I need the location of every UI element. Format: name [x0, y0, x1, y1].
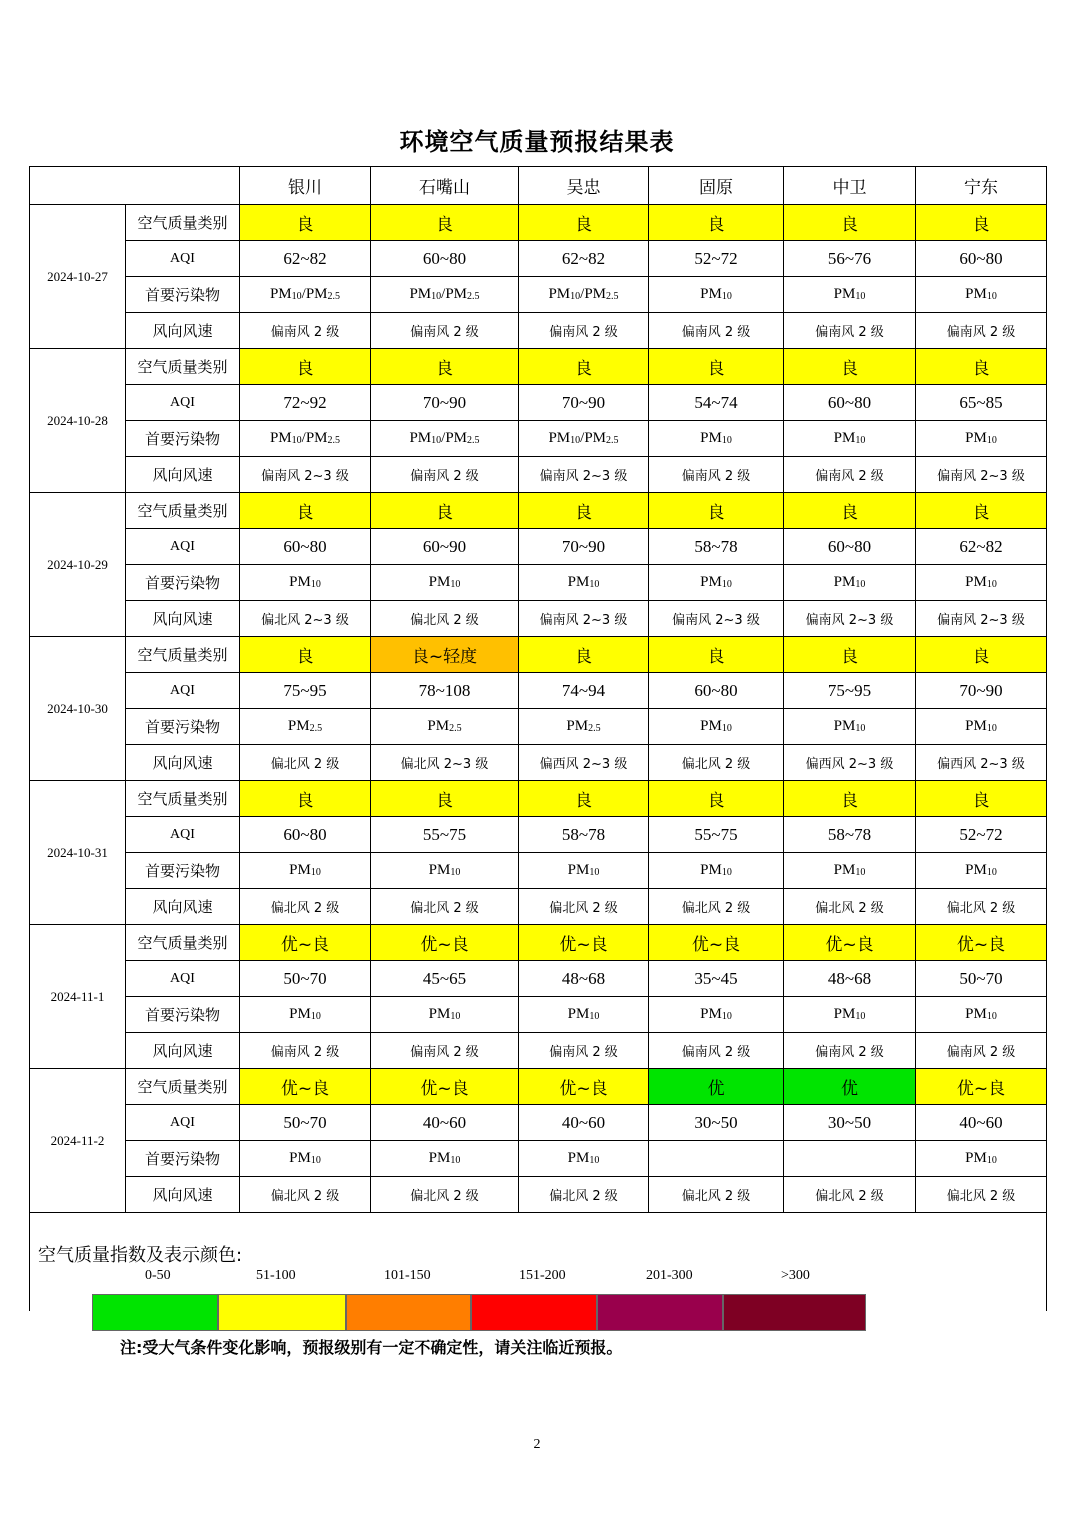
forecast-row-aqi	[30, 961, 1047, 997]
category-cell: 优~良	[784, 925, 916, 961]
forecast-row-aqi	[30, 385, 1047, 421]
row-label-wind: 风向风速	[126, 601, 240, 637]
forecast-row-aqi	[30, 817, 1047, 853]
pollutant-cell: $PM_{10}$	[649, 997, 784, 1033]
wind-cell: 偏南风 2 级	[519, 1033, 649, 1069]
wind-cell: 偏北风 2 级	[519, 1177, 649, 1213]
legend-color-swatch	[218, 1294, 346, 1331]
row-label-category: 空气质量类别	[126, 1069, 240, 1105]
page-title: 环境空气质量预报结果表	[399, 128, 675, 156]
aqi-cell: 30~50	[784, 1105, 916, 1141]
legend-color-swatch	[471, 1294, 597, 1331]
aqi-cell: 52~72	[649, 241, 784, 277]
wind-cell: 偏北风 2~3 级	[240, 601, 371, 637]
aqi-cell: 52~72	[916, 817, 1047, 853]
wind-cell: 偏北风 2 级	[784, 889, 916, 925]
forecast-row-category	[30, 493, 1047, 529]
row-label-pollutant: 首要污染物	[126, 1141, 240, 1177]
forecast-row-aqi	[30, 1105, 1047, 1141]
pollutant-cell: $PM_{10}$	[784, 853, 916, 889]
row-label-wind: 风向风速	[126, 1177, 240, 1213]
category-cell: 良	[784, 493, 916, 529]
category-cell: 良	[916, 781, 1047, 817]
pollutant-cell: $PM_{10}$	[240, 565, 371, 601]
wind-cell: 偏北风 2 级	[371, 1177, 519, 1213]
forecast-row-category	[30, 205, 1047, 241]
wind-cell: 偏南风 2 级	[784, 457, 916, 493]
forecast-row-category	[30, 1069, 1047, 1105]
category-cell: 良	[784, 349, 916, 385]
city-header: 宁东	[916, 167, 1047, 205]
legend-range-label: >300	[781, 1268, 810, 1283]
pollutant-cell: $PM_{2.5}$	[240, 709, 371, 745]
row-label-category: 空气质量类别	[126, 925, 240, 961]
category-cell: 良	[784, 781, 916, 817]
category-cell: 良	[649, 205, 784, 241]
wind-cell: 偏南风 2 级	[371, 313, 519, 349]
wind-cell: 偏南风 2 级	[784, 313, 916, 349]
category-cell: 良	[240, 349, 371, 385]
pollutant-cell: $PM_{10}/PM_{2.5}$	[371, 421, 519, 457]
wind-cell: 偏北风 2 级	[240, 889, 371, 925]
pollutant-cell	[784, 1141, 916, 1177]
pollutant-cell: $PM_{10}$	[649, 421, 784, 457]
category-cell: 优~良	[519, 1069, 649, 1105]
wind-cell: 偏南风 2~3 级	[240, 457, 371, 493]
aqi-cell: 56~76	[784, 241, 916, 277]
pollutant-cell: $PM_{10}/PM_{2.5}$	[519, 277, 649, 313]
pollutant-cell: $PM_{10}$	[649, 277, 784, 313]
row-label-aqi: AQI	[126, 961, 240, 997]
pollutant-cell: $PM_{10}$	[649, 565, 784, 601]
forecast-row-pollutant	[30, 1141, 1047, 1177]
date-cell: 2024-10-29	[30, 493, 126, 637]
category-cell: 优	[784, 1069, 916, 1105]
aqi-cell: 55~75	[371, 817, 519, 853]
category-cell: 良	[371, 205, 519, 241]
aqi-cell: 70~90	[519, 529, 649, 565]
wind-cell: 偏北风 2~3 级	[371, 745, 519, 781]
category-cell: 优~良	[519, 925, 649, 961]
category-cell: 优~良	[649, 925, 784, 961]
category-cell: 良~轻度	[371, 637, 519, 673]
category-cell: 良	[519, 493, 649, 529]
wind-cell: 偏南风 2 级	[519, 313, 649, 349]
row-label-wind: 风向风速	[126, 457, 240, 493]
aqi-cell: 58~78	[519, 817, 649, 853]
aqi-cell: 58~78	[784, 817, 916, 853]
category-cell: 良	[519, 349, 649, 385]
wind-cell: 偏南风 2 级	[649, 1033, 784, 1069]
forecast-row-aqi	[30, 673, 1047, 709]
legend-range-label: 201-300	[646, 1268, 693, 1283]
pollutant-cell: $PM_{10}$	[371, 565, 519, 601]
wind-cell: 偏北风 2 级	[240, 745, 371, 781]
wind-cell: 偏北风 2 级	[371, 601, 519, 637]
forecast-row-aqi	[30, 529, 1047, 565]
pollutant-cell: $PM_{10}$	[519, 853, 649, 889]
aqi-cell: 60~80	[240, 817, 371, 853]
wind-cell: 偏南风 2~3 级	[916, 601, 1047, 637]
aqi-cell: 70~90	[519, 385, 649, 421]
aqi-cell: 75~95	[784, 673, 916, 709]
category-cell: 良	[519, 637, 649, 673]
wind-cell: 偏南风 2~3 级	[519, 457, 649, 493]
aqi-cell: 62~82	[519, 241, 649, 277]
row-label-wind: 风向风速	[126, 745, 240, 781]
forecast-row-wind	[30, 601, 1047, 637]
legend-range-label: 51-100	[256, 1268, 296, 1283]
row-label-pollutant: 首要污染物	[126, 565, 240, 601]
legend-range-label: 0-50	[145, 1268, 171, 1283]
row-label-wind: 风向风速	[126, 1033, 240, 1069]
category-cell: 优~良	[916, 925, 1047, 961]
wind-cell: 偏南风 2 级	[649, 457, 784, 493]
category-cell: 良	[649, 637, 784, 673]
aqi-cell: 65~85	[916, 385, 1047, 421]
category-cell: 良	[240, 205, 371, 241]
category-cell: 优~良	[240, 925, 371, 961]
category-cell: 良	[240, 781, 371, 817]
category-cell: 良	[916, 637, 1047, 673]
row-label-wind: 风向风速	[126, 313, 240, 349]
forecast-row-pollutant	[30, 853, 1047, 889]
aqi-cell: 60~80	[649, 673, 784, 709]
pollutant-cell: $PM_{10}/PM_{2.5}$	[519, 421, 649, 457]
category-cell: 良	[371, 781, 519, 817]
row-label-pollutant: 首要污染物	[126, 853, 240, 889]
category-cell: 良	[240, 493, 371, 529]
row-label-category: 空气质量类别	[126, 205, 240, 241]
pollutant-cell: $PM_{10}$	[240, 1141, 371, 1177]
wind-cell: 偏南风 2 级	[371, 457, 519, 493]
forecast-row-pollutant	[30, 997, 1047, 1033]
city-header: 中卫	[784, 167, 916, 205]
forecast-row-pollutant	[30, 709, 1047, 745]
wind-cell: 偏西风 2~3 级	[519, 745, 649, 781]
city-header: 石嘴山	[371, 167, 519, 205]
pollutant-cell: $PM_{10}$	[916, 853, 1047, 889]
pollutant-cell: $PM_{10}$	[916, 1141, 1047, 1177]
city-header: 银川	[240, 167, 371, 205]
wind-cell: 偏北风 2 级	[649, 889, 784, 925]
pollutant-cell: $PM_{10}$	[916, 709, 1047, 745]
city-header: 固原	[649, 167, 784, 205]
aqi-cell: 72~92	[240, 385, 371, 421]
pollutant-cell	[649, 1141, 784, 1177]
aqi-cell: 48~68	[784, 961, 916, 997]
category-cell: 优~良	[371, 1069, 519, 1105]
category-cell: 良	[371, 349, 519, 385]
aqi-cell: 35~45	[649, 961, 784, 997]
category-cell: 良	[916, 493, 1047, 529]
row-label-pollutant: 首要污染物	[126, 277, 240, 313]
pollutant-cell: $PM_{10}/PM_{2.5}$	[240, 421, 371, 457]
pollutant-cell: $PM_{10}$	[916, 421, 1047, 457]
forecast-row-pollutant	[30, 277, 1047, 313]
aqi-cell: 50~70	[240, 961, 371, 997]
forecast-row-wind	[30, 745, 1047, 781]
aqi-cell: 40~60	[371, 1105, 519, 1141]
header-row	[30, 167, 1047, 205]
row-label-category: 空气质量类别	[126, 349, 240, 385]
pollutant-cell: $PM_{10}$	[649, 853, 784, 889]
category-cell: 良	[649, 349, 784, 385]
pollutant-cell: $PM_{10}$	[784, 421, 916, 457]
pollutant-cell: $PM_{10}$	[240, 997, 371, 1033]
row-label-aqi: AQI	[126, 1105, 240, 1141]
legend-range-label: 101-150	[384, 1268, 431, 1283]
aqi-cell: 55~75	[649, 817, 784, 853]
pollutant-cell: $PM_{10}$	[784, 277, 916, 313]
row-label-category: 空气质量类别	[126, 493, 240, 529]
row-label-pollutant: 首要污染物	[126, 709, 240, 745]
forecast-row-wind	[30, 1033, 1047, 1069]
wind-cell: 偏西风 2~3 级	[916, 745, 1047, 781]
wind-cell: 偏南风 2 级	[916, 1033, 1047, 1069]
category-cell: 良	[519, 781, 649, 817]
category-cell: 良	[916, 205, 1047, 241]
aqi-cell: 62~82	[240, 241, 371, 277]
pollutant-cell: $PM_{10}/PM_{2.5}$	[240, 277, 371, 313]
aqi-cell: 45~65	[371, 961, 519, 997]
page-number: 2	[533, 1437, 541, 1452]
wind-cell: 偏南风 2~3 级	[916, 457, 1047, 493]
aqi-cell: 60~90	[371, 529, 519, 565]
forecast-row-wind	[30, 457, 1047, 493]
forecast-row-wind	[30, 313, 1047, 349]
wind-cell: 偏南风 2~3 级	[649, 601, 784, 637]
pollutant-cell: $PM_{10}$	[649, 709, 784, 745]
wind-cell: 偏南风 2 级	[784, 1033, 916, 1069]
forecast-row-category	[30, 637, 1047, 673]
legend-label: 空气质量指数及表示颜色:	[38, 1245, 243, 1266]
header-corner	[30, 167, 240, 205]
pollutant-cell: $PM_{10}$	[371, 1141, 519, 1177]
forecast-row-category	[30, 925, 1047, 961]
row-label-wind: 风向风速	[126, 889, 240, 925]
wind-cell: 偏南风 2 级	[649, 313, 784, 349]
row-label-aqi: AQI	[126, 241, 240, 277]
forecast-row-category	[30, 781, 1047, 817]
date-cell: 2024-10-27	[30, 205, 126, 349]
city-header: 吴忠	[519, 167, 649, 205]
row-label-aqi: AQI	[126, 817, 240, 853]
forecast-row-pollutant	[30, 565, 1047, 601]
aqi-cell: 54~74	[649, 385, 784, 421]
forecast-table	[29, 166, 1047, 1311]
pollutant-cell: $PM_{10}$	[519, 997, 649, 1033]
row-label-aqi: AQI	[126, 673, 240, 709]
pollutant-cell: $PM_{10}$	[784, 565, 916, 601]
wind-cell: 偏北风 2 级	[240, 1177, 371, 1213]
aqi-cell: 62~82	[916, 529, 1047, 565]
wind-cell: 偏北风 2 级	[649, 1177, 784, 1213]
aqi-cell: 40~60	[916, 1105, 1047, 1141]
pollutant-cell: $PM_{10}$	[371, 853, 519, 889]
row-label-pollutant: 首要污染物	[126, 421, 240, 457]
wind-cell: 偏南风 2 级	[240, 313, 371, 349]
aqi-cell: 74~94	[519, 673, 649, 709]
wind-cell: 偏南风 2~3 级	[519, 601, 649, 637]
aqi-cell: 75~95	[240, 673, 371, 709]
row-label-category: 空气质量类别	[126, 781, 240, 817]
row-label-pollutant: 首要污染物	[126, 997, 240, 1033]
wind-cell: 偏北风 2 级	[916, 889, 1047, 925]
category-cell: 优~良	[371, 925, 519, 961]
category-cell: 良	[371, 493, 519, 529]
forecast-row-wind	[30, 889, 1047, 925]
legend-color-swatch	[92, 1294, 218, 1331]
date-cell: 2024-10-31	[30, 781, 126, 925]
aqi-cell: 60~80	[916, 241, 1047, 277]
pollutant-cell: $PM_{10}/PM_{2.5}$	[371, 277, 519, 313]
category-cell: 优~良	[240, 1069, 371, 1105]
category-cell: 良	[240, 637, 371, 673]
forecast-note: 注:受大气条件变化影响，预报级别有一定不确定性，请关注临近预报。	[120, 1338, 623, 1357]
wind-cell: 偏南风 2~3 级	[784, 601, 916, 637]
legend-color-swatch	[597, 1294, 723, 1331]
pollutant-cell: $PM_{10}$	[371, 997, 519, 1033]
legend-color-swatch	[723, 1294, 866, 1331]
pollutant-cell: $PM_{2.5}$	[519, 709, 649, 745]
category-cell: 良	[784, 205, 916, 241]
aqi-cell: 40~60	[519, 1105, 649, 1141]
forecast-row-aqi	[30, 241, 1047, 277]
aqi-cell: 50~70	[240, 1105, 371, 1141]
category-cell: 优	[649, 1069, 784, 1105]
row-label-aqi: AQI	[126, 385, 240, 421]
wind-cell: 偏北风 2 级	[916, 1177, 1047, 1213]
aqi-cell: 50~70	[916, 961, 1047, 997]
aqi-cell: 60~80	[240, 529, 371, 565]
wind-cell: 偏西风 2~3 级	[784, 745, 916, 781]
date-cell: 2024-10-30	[30, 637, 126, 781]
pollutant-cell: $PM_{10}$	[916, 565, 1047, 601]
category-cell: 良	[916, 349, 1047, 385]
pollutant-cell: $PM_{10}$	[519, 565, 649, 601]
legend-color-swatch	[346, 1294, 471, 1331]
forecast-row-pollutant	[30, 421, 1047, 457]
wind-cell: 偏南风 2 级	[240, 1033, 371, 1069]
pollutant-cell: $PM_{10}$	[784, 709, 916, 745]
forecast-body	[30, 205, 1047, 1213]
forecast-row-wind	[30, 1177, 1047, 1213]
category-cell: 良	[649, 781, 784, 817]
date-cell: 2024-10-28	[30, 349, 126, 493]
date-cell: 2024-11-2	[30, 1069, 126, 1213]
aqi-cell: 78~108	[371, 673, 519, 709]
wind-cell: 偏北风 2 级	[649, 745, 784, 781]
wind-cell: 偏南风 2 级	[916, 313, 1047, 349]
pollutant-cell: $PM_{10}$	[784, 997, 916, 1033]
aqi-cell: 58~78	[649, 529, 784, 565]
wind-cell: 偏南风 2 级	[371, 1033, 519, 1069]
category-cell: 良	[784, 637, 916, 673]
aqi-cell: 48~68	[519, 961, 649, 997]
wind-cell: 偏北风 2 级	[371, 889, 519, 925]
row-label-aqi: AQI	[126, 529, 240, 565]
category-cell: 良	[519, 205, 649, 241]
pollutant-cell: $PM_{10}$	[240, 853, 371, 889]
pollutant-cell: $PM_{2.5}$	[371, 709, 519, 745]
aqi-cell: 60~80	[784, 385, 916, 421]
aqi-cell: 60~80	[371, 241, 519, 277]
wind-cell: 偏北风 2 级	[784, 1177, 916, 1213]
aqi-cell: 60~80	[784, 529, 916, 565]
forecast-row-category	[30, 349, 1047, 385]
pollutant-cell: $PM_{10}$	[519, 1141, 649, 1177]
pollutant-cell: $PM_{10}$	[916, 997, 1047, 1033]
category-cell: 良	[649, 493, 784, 529]
aqi-cell: 70~90	[916, 673, 1047, 709]
row-label-category: 空气质量类别	[126, 637, 240, 673]
category-cell: 优~良	[916, 1069, 1047, 1105]
pollutant-cell: $PM_{10}$	[916, 277, 1047, 313]
date-cell: 2024-11-1	[30, 925, 126, 1069]
legend-range-label: 151-200	[519, 1268, 566, 1283]
wind-cell: 偏北风 2 级	[519, 889, 649, 925]
aqi-cell: 30~50	[649, 1105, 784, 1141]
aqi-cell: 70~90	[371, 385, 519, 421]
